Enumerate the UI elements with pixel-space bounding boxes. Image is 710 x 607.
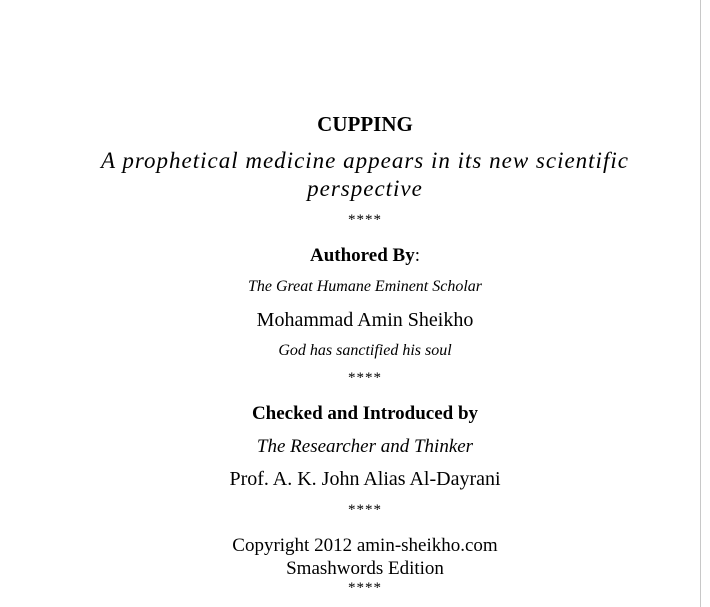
authored-by-colon: :	[414, 245, 420, 266]
checker-name: Prof. A. K. John Alias Al-Dayrani	[229, 468, 501, 490]
author-name: Mohammad Amin Sheikho	[256, 309, 474, 331]
separator-1: ****	[348, 212, 382, 228]
book-subtitle: A prophetical medicine appears in its new scientific perspective	[101, 148, 629, 201]
checked-by-heading: Checked and Introduced by	[251, 403, 479, 424]
author-honorific: God has sanctified his soul	[278, 342, 452, 359]
checker-descriptor: The Researcher and Thinker	[256, 436, 474, 457]
edition-label: Smashwords Edition	[286, 558, 444, 579]
copyright-notice: Copyright 2012 amin-sheikho.com	[232, 535, 498, 556]
book-title: CUPPING	[317, 112, 413, 136]
separator-3: ****	[348, 502, 382, 518]
authored-by-label: Authored By	[310, 245, 415, 266]
page-edge	[700, 0, 701, 607]
separator-4: ****	[348, 580, 382, 596]
separator-2: ****	[348, 370, 382, 386]
authored-by-heading	[0, 245, 710, 267]
author-descriptor: The Great Humane Eminent Scholar	[247, 278, 483, 295]
